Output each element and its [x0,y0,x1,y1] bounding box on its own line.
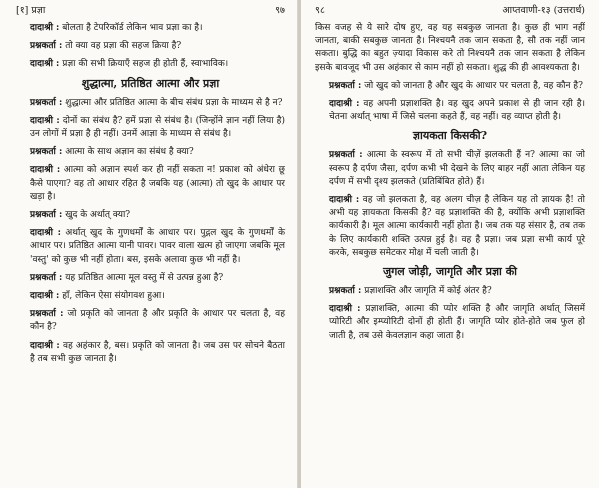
page-header [16,4,285,19]
paragraph-text: प्रज्ञा की सभी क्रियाएँ सहज ही होती हैं, स्वाभाविक। [62,59,229,70]
paragraph-text: जो खुद को जानता है और खुद के आधार पर चलता है, वह कौन है? [364,80,583,91]
page-number: ९८ [315,5,325,16]
dialogue-paragraph [315,285,585,298]
dialogue-paragraph [16,97,285,110]
page-header [315,4,585,19]
paragraph-text: तो क्या वह प्रज्ञा की सहज क्रिया है? [65,41,182,52]
text-column [16,22,285,366]
dialogue-paragraph [315,80,585,93]
paragraph-text: आत्मा को अज्ञान स्पर्श कर ही नहीं सकता न! प्रकाश को अंधेरा छू कैसे पाएगा? वह तो आधार रहित है जबकि यह (आत्मा) तो खुद के आधार पर खड़ा है। [30,165,285,202]
paragraph-text: अर्थात् खुद के गुणधर्मों के आधार पर। पुद्गल खुद के गुणधर्मों के आधार पर। प्रतिष्ठित आत्मा यानी पावर। पावर वाला खत्म हो जाएगा जबकि मूल 'वस्तु' को कुछ भी नहीं होता। बस, इसके अलावा कुछ भी नहीं है। [30,228,285,265]
dialogue-paragraph [16,40,285,53]
speaker-label: दादाश्री : [30,59,60,70]
page-number: ९७ [275,5,285,16]
speaker-label: दादाश्री : [30,23,60,33]
speaker-label: प्रश्नकर्ता : [30,272,63,283]
paragraph-text: आत्मा के साथ अज्ञान का संबंध है क्या? [65,147,194,158]
dialogue-paragraph [16,340,285,366]
speaker-label: प्रश्नकर्ता : [329,150,363,161]
book-title: आप्तवाणी-१३ (उत्तरार्ध) [502,5,585,16]
dialogue-paragraph [16,209,285,222]
chapter-label: [१] प्रज्ञा [16,5,46,16]
dialogue-paragraph [16,227,285,267]
dialogue-paragraph [315,98,585,124]
paragraph-text: प्रज्ञाशक्ति और जागृति में कोई अंतर है? [364,286,492,297]
dialogue-paragraph [315,149,585,189]
right-page [301,0,599,488]
paragraph-text: दोनों का संबंध है? हमें प्रज्ञा से संबंध है। (जिन्होंने ज्ञान नहीं लिया है) उन लोगों में प्रज्ञा है ही नहीं। उनमें आज्ञा के माध्यम से संबंध है। [30,115,285,140]
speaker-label: दादाश्री : [30,115,60,126]
speaker-label: प्रश्नकर्ता : [329,286,362,297]
speaker-label: प्रश्नकर्ता : [30,309,64,320]
section-heading: ज्ञायकता किसकी? [412,129,488,143]
paragraph-text: प्रज्ञाशक्ति, आत्मा की प्योर शक्ति है और जागृति अर्थात् जिसमें प्योरिटी और इम्प्योरिटी दोनों ही होती हैं। जागृति प्योर होते-होते जब फुल हो जाती है, तब उसे केवलज्ञान कहा जाता है। [329,304,585,341]
paragraph-text: बोलता है टेपरिकॉर्ड लेकिन भाव प्रज्ञा का है। [62,23,203,33]
speaker-label: प्रश्नकर्ता : [30,210,63,221]
dialogue-paragraph [16,22,285,35]
paragraph-text: आत्मा के स्वरूप में तो सभी चीज़ें झलकती हैं न? आत्मा का जो स्वरूप है दर्पण जैसा, दर्पण कभी भी देखने के लिए बाहर नहीं आता लेकिन यह दर्पण में सभी दृश्य झलकते (प्रतिबिंबित होते) हैं। [329,150,585,187]
speaker-label: दादाश्री : [329,195,360,206]
continued-paragraph [315,22,585,75]
paragraph-text: वह अहंकार है, बस। प्रकृति को जानता है। जब उस पर सोचने बैठता है तब सभी कुछ जानता है। [30,340,285,364]
speaker-label: दादाश्री : [329,99,360,110]
dialogue-paragraph [16,290,285,303]
dialogue-paragraph [16,164,285,204]
section-heading: जुगल जोड़ी, जागृति और प्रज्ञा की [382,265,518,279]
dialogue-paragraph [16,58,285,71]
paragraph-text: वह अपनी प्रज्ञाशक्ति है। वह खुद अपने प्रकाश से ही जान रही है। चेतना अर्थात् भाषा में जिसे चलना कहते हैं, वह नहीं। वह व्याप्त होती है। [329,99,585,123]
paragraph-text: यह प्रतिष्ठित आत्मा मूल वस्तु में से उत्पन्न हुआ है? [65,272,224,283]
speaker-label: दादाश्री : [30,165,61,176]
speaker-label: प्रश्नकर्ता : [329,80,362,91]
dialogue-paragraph [16,308,285,334]
paragraph-text: किस वजह से ये सारे दोष हुए, वह यह सबकुछ जानता है। कुछ ही भाग नहीं जानता, बाकी सबकुछ जानता है। निश्चयनै तक जान सकता है, सौ तक नहीं जान सकता। बुद्धि का बहुत ज़्यादा विकास करे तो निश्चयनै तक जान सकता है लेकिन इसके बावजूद भी उस अहंकार से काम नहीं हो सकता। शुद्ध की ही आवश्यकता है। [315,23,585,73]
dialogue-paragraph [16,146,285,159]
speaker-label: दादाश्री : [30,340,60,351]
section-heading: शुद्धात्मा, प्रतिष्ठित आत्मा और प्रज्ञा [81,76,220,90]
dialogue-paragraph [16,272,285,285]
text-column [315,22,585,343]
speaker-label: दादाश्री : [30,291,60,302]
paragraph-text: वह जो झलकता है, वह अलग चीज़ है लेकिन यह तो ज्ञायक है! तो अभी यह ज्ञायकता किसकी है? वह प्रज्ञाशक्ति की है, क्योंकि अभी प्रज्ञाशक्ति कार्यकारी है। मूल आत्मा कार्यकारी नहीं होता है। जब तक यह संसार है, तब तक के लिए कार्यकारी शक्ति उत्पन्न हुई है। वह है प्रज्ञा। जब प्रज्ञा सभी कार्य पूरे करके, सबकुछ समेटकर मोक्ष में चली जाती है। [329,195,585,258]
speaker-label: प्रश्नकर्ता : [30,41,63,52]
speaker-label: दादाश्री : [30,228,61,239]
speaker-label: प्रश्नकर्ता : [30,147,63,158]
dialogue-paragraph [315,194,585,260]
paragraph-text: हाँ, लेकिन ऐसा संयोगवश हुआ। [62,291,165,302]
paragraph-text: खुद के अर्थात् क्या? [65,210,131,221]
dialogue-paragraph [16,115,285,141]
speaker-label: प्रश्नकर्ता : [30,97,63,108]
speaker-label: दादाश्री : [329,304,361,315]
paragraph-text: जो प्रकृति को जानता है और प्रकृति के आधार पर चलता है, वह कौन है? [30,309,285,333]
dialogue-paragraph [315,303,585,343]
left-page [0,0,298,488]
paragraph-text: शुद्धात्मा और प्रतिष्ठित आत्मा के बीच संबंध प्रज्ञा के माध्यम से है न? [65,97,283,108]
